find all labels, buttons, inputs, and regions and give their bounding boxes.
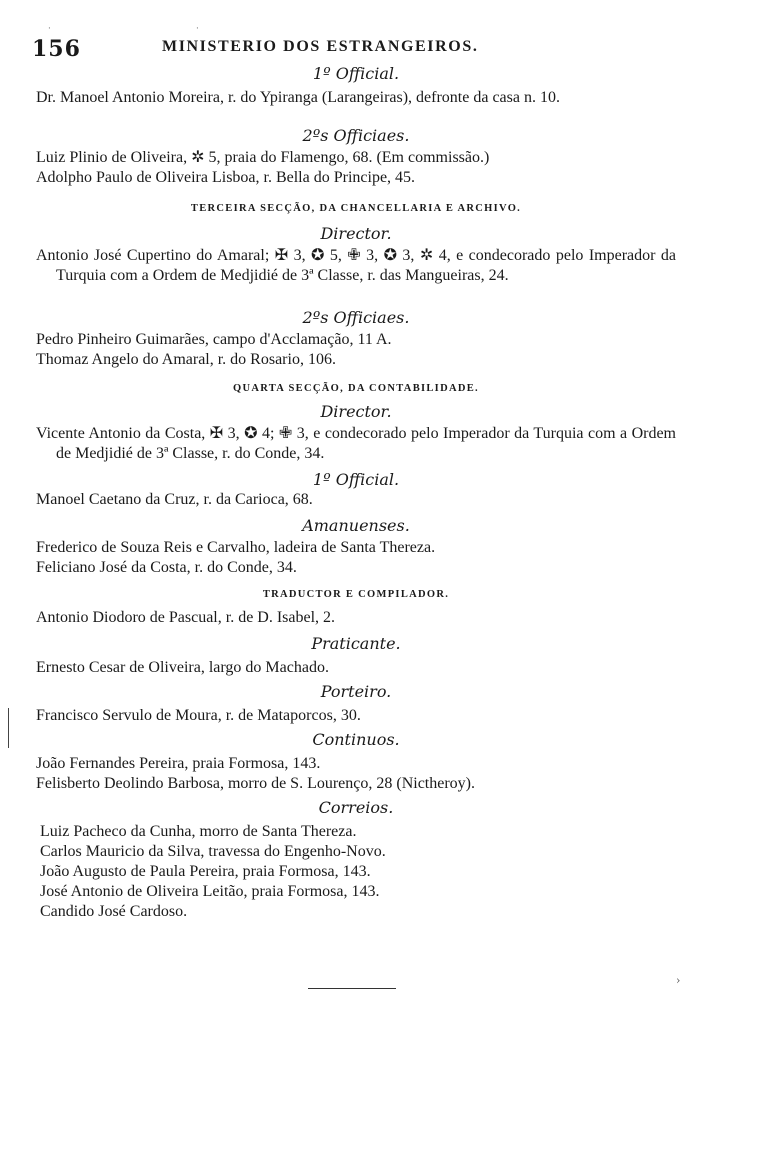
praticante-block xyxy=(36,634,676,678)
second-officials-block xyxy=(36,126,676,188)
ink-speck: · xyxy=(196,24,199,34)
staff-entry: Manoel Caetano da Cruz, r. da Carioca, 68. xyxy=(36,491,313,508)
margin-speck: › xyxy=(676,974,681,987)
staff-entry: Felisberto Deolindo Barbosa, morro de S. Lourenço, 28 (Nictheroy). xyxy=(36,775,476,792)
staff-entry: Candido José Cardoso. xyxy=(40,903,188,920)
section-heading: Correios. xyxy=(318,798,394,817)
fourth-section-official-block xyxy=(36,470,676,510)
section-heading: Director. xyxy=(320,224,392,243)
page-number: 156 xyxy=(32,36,81,62)
third-section-officials-block xyxy=(36,308,676,370)
staff-entry: Luiz Pacheco da Cunha, morro de Santa Thereza. xyxy=(40,823,357,840)
staff-entry: Antonio Diodoro de Pascual, r. de D. Isabel, 2. xyxy=(36,609,336,626)
staff-entry: Dr. Manoel Antonio Moreira, r. do Ypiranga (Larangeiras), defronte da casa n. 10. xyxy=(36,89,560,106)
correios-block xyxy=(36,798,676,922)
staff-entry: Frederico de Souza Reis e Carvalho, ladeira de Santa Thereza. xyxy=(36,539,436,556)
third-section-block xyxy=(36,200,676,286)
staff-entry: Feliciano José da Costa, r. do Conde, 34. xyxy=(36,559,297,576)
page-header xyxy=(32,36,672,62)
staff-entry: Adolpho Paulo de Oliveira Lisboa, r. Bella do Principe, 45. xyxy=(36,169,416,186)
porteiro-block xyxy=(36,682,676,726)
translator-block xyxy=(36,586,676,628)
section-heading: 1º Official. xyxy=(312,64,400,83)
staff-entry: Vicente Antonio da Costa, ✠ 3, ✪ 4; ✙ 3, e condecorado pelo Imperador da Turquia com a Ordem de Medjidié de 3ª Classe, r. do Conde, 34. xyxy=(36,425,676,462)
section-heading: Director. xyxy=(320,402,392,421)
section-heading: Amanuenses. xyxy=(302,516,410,535)
staff-entry: Pedro Pinheiro Guimarães, campo d'Acclamação, 11 A. xyxy=(36,331,392,348)
section-heading: 2ºs Officiaes. xyxy=(302,126,410,145)
staff-entry: João Augusto de Paula Pereira, praia Formosa, 143. xyxy=(40,863,371,880)
staff-entry: Carlos Mauricio da Silva, travessa do Engenho-Novo. xyxy=(40,843,386,860)
subsection-title: QUARTA SECÇÃO, DA CONTABILIDADE. xyxy=(233,383,479,394)
staff-entry: José Antonio de Oliveira Leitão, praia Formosa, 143. xyxy=(40,883,380,900)
staff-entry: Thomaz Angelo do Amaral, r. do Rosario, 106. xyxy=(36,351,336,368)
section-heading: 2ºs Officiaes. xyxy=(302,308,410,327)
section-heading: 1º Official. xyxy=(312,470,400,489)
section-heading: Porteiro. xyxy=(320,682,392,701)
ink-speck: · xyxy=(48,24,51,34)
fourth-section-block xyxy=(36,380,676,464)
staff-entry: Ernesto Cesar de Oliveira, largo do Machado. xyxy=(36,659,329,676)
continuos-block xyxy=(36,730,676,794)
running-title: MINISTERIO DOS ESTRANGEIROS. xyxy=(162,38,479,55)
staff-entry: Francisco Servulo de Moura, r. de Mataporcos, 30. xyxy=(36,707,361,724)
section-heading: Praticante. xyxy=(311,634,401,653)
staff-entry: Antonio José Cupertino do Amaral; ✠ 3, ✪ 5, ✙ 3, ✪ 3, ✲ 4, e condecorado pelo Imperador da Turquia com a Ordem de Medjidié de 3ª Classe, r. das Mangueiras, 24. xyxy=(36,247,676,284)
staff-entry: Luiz Plinio de Oliveira, ✲ 5, praia do Flamengo, 68. (Em commissão.) xyxy=(36,149,490,166)
first-official-block xyxy=(36,64,676,108)
staff-entry: João Fernandes Pereira, praia Formosa, 143. xyxy=(36,755,321,772)
closing-rule xyxy=(308,988,396,989)
section-heading: Continuos. xyxy=(312,730,400,749)
amanuenses-block xyxy=(36,516,676,578)
subsection-title: TERCEIRA SECÇÃO, DA CHANCELLARIA E ARCHIVO. xyxy=(190,203,522,214)
margin-mark xyxy=(8,708,11,748)
subsection-title: TRADUCTOR E COMPILADOR. xyxy=(262,589,450,600)
